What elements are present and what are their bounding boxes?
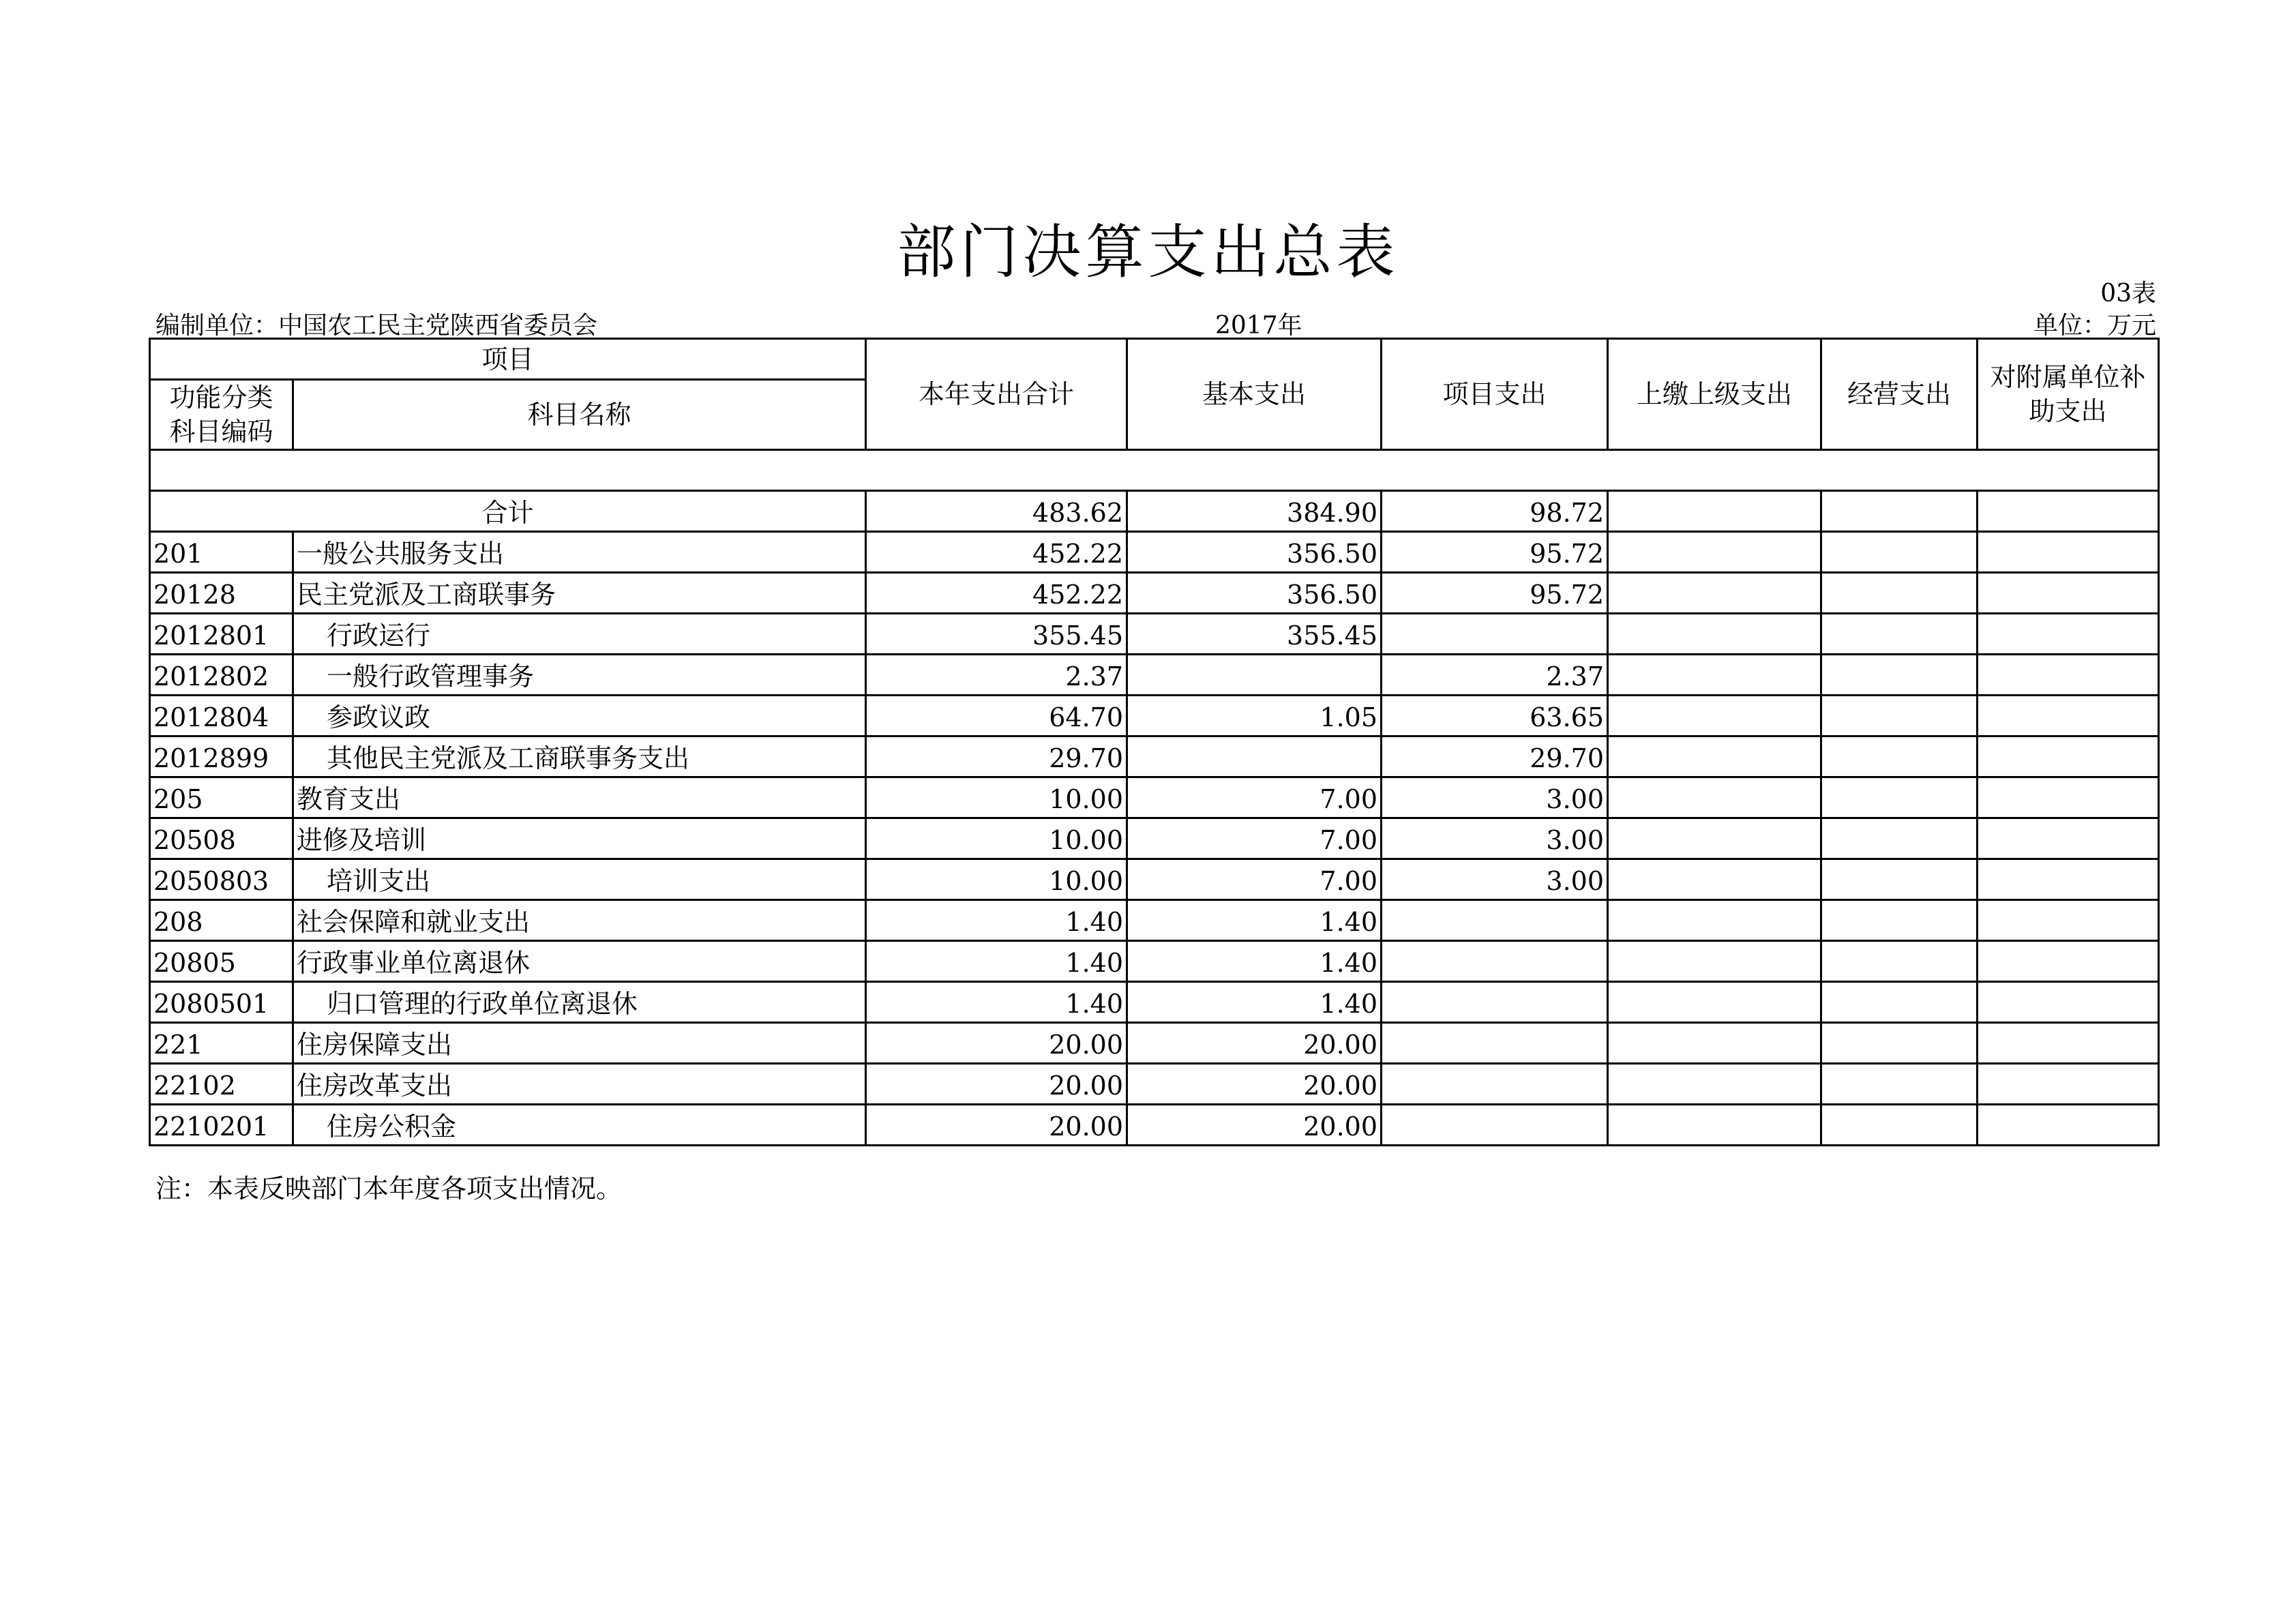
row-total: 452.22 xyxy=(866,532,1127,573)
table-row xyxy=(150,818,2159,859)
row-subsidy xyxy=(1978,696,2159,736)
header-remit: 上缴上级支出 xyxy=(1608,339,1821,450)
row-total: 29.70 xyxy=(866,736,1127,777)
row-subject-name: 住房改革支出 xyxy=(293,1064,866,1105)
row-remit xyxy=(1608,573,1821,614)
row-remit xyxy=(1608,941,1821,982)
row-subsidy xyxy=(1978,818,2159,859)
row-total: 10.00 xyxy=(866,777,1127,818)
row-code: 208 xyxy=(150,900,293,941)
row-basic: 20.00 xyxy=(1127,1105,1382,1146)
row-remit xyxy=(1608,1023,1821,1064)
row-code: 2012804 xyxy=(150,696,293,736)
row-code: 2080501 xyxy=(150,982,293,1023)
row-subject-name: 其他民主党派及工商联事务支出 xyxy=(293,736,866,777)
row-business xyxy=(1821,1023,1978,1064)
row-total: 10.00 xyxy=(866,859,1127,900)
table-row xyxy=(150,736,2159,777)
header-basic: 基本支出 xyxy=(1127,339,1382,450)
row-subject-name: 住房保障支出 xyxy=(293,1023,866,1064)
row-business xyxy=(1821,696,1978,736)
row-business xyxy=(1821,777,1978,818)
row-total: 1.40 xyxy=(866,982,1127,1023)
table-row xyxy=(150,900,2159,941)
total-business xyxy=(1821,491,1978,532)
row-subsidy xyxy=(1978,573,2159,614)
row-remit xyxy=(1608,1105,1821,1146)
header-project-expenditure: 项目支出 xyxy=(1382,339,1608,450)
row-basic: 355.45 xyxy=(1127,614,1382,655)
row-business xyxy=(1821,532,1978,573)
row-business xyxy=(1821,900,1978,941)
report-year: 2017年 xyxy=(1215,312,1302,340)
row-project xyxy=(1382,982,1608,1023)
row-subject-name: 进修及培训 xyxy=(293,818,866,859)
table-row xyxy=(150,573,2159,614)
row-basic: 356.50 xyxy=(1127,573,1382,614)
reporting-unit-name: 中国农工民主党陕西省委员会 xyxy=(278,312,598,340)
row-remit xyxy=(1608,614,1821,655)
row-subsidy xyxy=(1978,614,2159,655)
row-basic: 1.40 xyxy=(1127,941,1382,982)
row-subsidy xyxy=(1978,941,2159,982)
row-subject-name: 归口管理的行政单位离退休 xyxy=(293,982,866,1023)
row-project xyxy=(1382,941,1608,982)
row-code: 2012801 xyxy=(150,614,293,655)
row-subsidy xyxy=(1978,900,2159,941)
row-subject-name: 一般公共服务支出 xyxy=(293,532,866,573)
row-total: 2.37 xyxy=(866,655,1127,696)
row-basic: 1.40 xyxy=(1127,900,1382,941)
row-business xyxy=(1821,736,1978,777)
table-row xyxy=(150,941,2159,982)
row-business xyxy=(1821,859,1978,900)
row-basic: 1.40 xyxy=(1127,982,1382,1023)
row-project xyxy=(1382,1105,1608,1146)
row-subject-name: 行政运行 xyxy=(293,614,866,655)
footnote: 注：本表反映部门本年度各项支出情况。 xyxy=(155,1174,623,1204)
row-total: 1.40 xyxy=(866,941,1127,982)
row-total: 10.00 xyxy=(866,818,1127,859)
row-remit xyxy=(1608,532,1821,573)
row-subject-name: 一般行政管理事务 xyxy=(293,655,866,696)
header-total: 本年支出合计 xyxy=(866,339,1127,450)
table-row xyxy=(150,982,2159,1023)
row-code: 2210201 xyxy=(150,1105,293,1146)
row-subsidy xyxy=(1978,1105,2159,1146)
row-subsidy xyxy=(1978,1064,2159,1105)
row-subject-name: 教育支出 xyxy=(293,777,866,818)
row-total: 64.70 xyxy=(866,696,1127,736)
row-subsidy xyxy=(1978,736,2159,777)
total-label: 合计 xyxy=(150,491,866,532)
row-code: 205 xyxy=(150,777,293,818)
page-title: 部门决算支出总表 xyxy=(897,218,1399,286)
row-remit xyxy=(1608,1064,1821,1105)
table-body xyxy=(150,491,2159,1146)
row-subsidy xyxy=(1978,532,2159,573)
row-code: 22102 xyxy=(150,1064,293,1105)
currency-unit: 单位：万元 xyxy=(2033,312,2156,340)
row-project: 29.70 xyxy=(1382,736,1608,777)
row-subsidy xyxy=(1978,859,2159,900)
row-remit xyxy=(1608,736,1821,777)
row-total: 20.00 xyxy=(866,1064,1127,1105)
row-subject-name: 社会保障和就业支出 xyxy=(293,900,866,941)
row-code: 2050803 xyxy=(150,859,293,900)
row-remit xyxy=(1608,696,1821,736)
row-total: 355.45 xyxy=(866,614,1127,655)
row-remit xyxy=(1608,859,1821,900)
total-total: 483.62 xyxy=(866,491,1127,532)
row-basic: 356.50 xyxy=(1127,532,1382,573)
header-subject-name: 科目名称 xyxy=(293,380,866,450)
row-code: 20128 xyxy=(150,573,293,614)
row-subject-name: 行政事业单位离退休 xyxy=(293,941,866,982)
row-code: 20508 xyxy=(150,818,293,859)
row-remit xyxy=(1608,982,1821,1023)
row-total: 452.22 xyxy=(866,573,1127,614)
row-code: 201 xyxy=(150,532,293,573)
row-project: 3.00 xyxy=(1382,777,1608,818)
row-basic xyxy=(1127,655,1382,696)
row-total: 1.40 xyxy=(866,900,1127,941)
row-basic: 20.00 xyxy=(1127,1023,1382,1064)
row-subsidy xyxy=(1978,777,2159,818)
table-row xyxy=(150,614,2159,655)
row-basic: 20.00 xyxy=(1127,1064,1382,1105)
table-row xyxy=(150,1105,2159,1146)
row-business xyxy=(1821,982,1978,1023)
reporting-unit xyxy=(155,306,597,341)
total-row xyxy=(150,491,2159,532)
row-total: 20.00 xyxy=(866,1023,1127,1064)
row-project xyxy=(1382,1023,1608,1064)
total-basic: 384.90 xyxy=(1127,491,1382,532)
row-project: 95.72 xyxy=(1382,573,1608,614)
row-subject-name: 培训支出 xyxy=(293,859,866,900)
expenditure-table xyxy=(149,338,2160,1146)
row-project xyxy=(1382,1064,1608,1105)
row-basic: 1.05 xyxy=(1127,696,1382,736)
row-basic xyxy=(1127,736,1382,777)
row-remit xyxy=(1608,777,1821,818)
row-business xyxy=(1821,655,1978,696)
row-code: 221 xyxy=(150,1023,293,1064)
table-row xyxy=(150,859,2159,900)
total-project: 98.72 xyxy=(1382,491,1608,532)
header-subsidy: 对附属单位补助支出 xyxy=(1978,339,2159,450)
row-subject-name: 住房公积金 xyxy=(293,1105,866,1146)
row-total: 20.00 xyxy=(866,1105,1127,1146)
row-subsidy xyxy=(1978,655,2159,696)
row-subject-name: 民主党派及工商联事务 xyxy=(293,573,866,614)
row-project xyxy=(1382,900,1608,941)
row-business xyxy=(1821,573,1978,614)
total-remit xyxy=(1608,491,1821,532)
table-row xyxy=(150,696,2159,736)
header-business: 经营支出 xyxy=(1821,339,1978,450)
row-remit xyxy=(1608,900,1821,941)
row-business xyxy=(1821,941,1978,982)
form-number: 03表 xyxy=(2100,280,2156,308)
row-remit xyxy=(1608,818,1821,859)
row-code: 2012802 xyxy=(150,655,293,696)
row-project: 95.72 xyxy=(1382,532,1608,573)
row-business xyxy=(1821,1064,1978,1105)
row-basic: 7.00 xyxy=(1127,859,1382,900)
row-code: 20805 xyxy=(150,941,293,982)
table-row xyxy=(150,777,2159,818)
table-header xyxy=(150,339,2159,491)
header-func-code: 功能分类科目编码 xyxy=(150,380,293,450)
row-basic: 7.00 xyxy=(1127,777,1382,818)
table-row xyxy=(150,532,2159,573)
row-project: 3.00 xyxy=(1382,859,1608,900)
row-project: 2.37 xyxy=(1382,655,1608,696)
table-row xyxy=(150,1023,2159,1064)
total-subsidy xyxy=(1978,491,2159,532)
row-project xyxy=(1382,614,1608,655)
row-subsidy xyxy=(1978,982,2159,1023)
row-business xyxy=(1821,818,1978,859)
row-basic: 7.00 xyxy=(1127,818,1382,859)
row-business xyxy=(1821,614,1978,655)
reporting-unit-label: 编制单位： xyxy=(155,312,279,340)
row-business xyxy=(1821,1105,1978,1146)
header-project: 项目 xyxy=(150,339,866,380)
header-row-top xyxy=(150,339,2159,380)
row-subject-name: 参政议政 xyxy=(293,696,866,736)
table-row xyxy=(150,1064,2159,1105)
table-row xyxy=(150,655,2159,696)
row-remit xyxy=(1608,655,1821,696)
row-subsidy xyxy=(1978,1023,2159,1064)
row-project: 3.00 xyxy=(1382,818,1608,859)
row-project: 63.65 xyxy=(1382,696,1608,736)
row-code: 2012899 xyxy=(150,736,293,777)
